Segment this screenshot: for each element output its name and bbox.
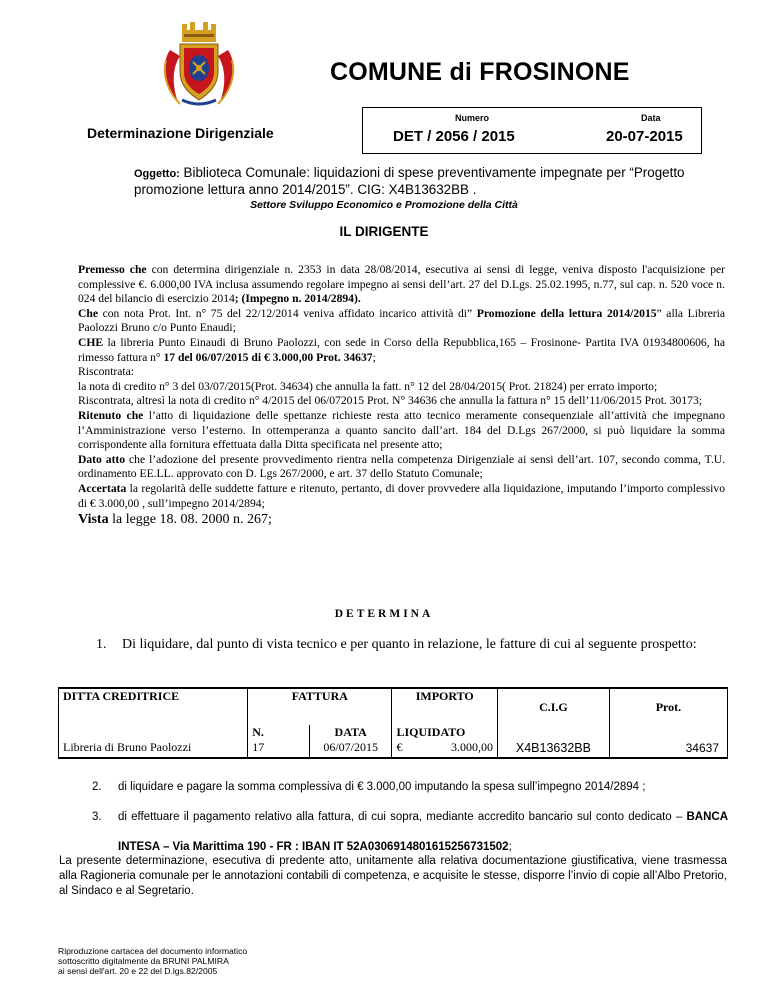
numero-label: Numero — [455, 113, 490, 123]
paragraph-text: la legge 18. 08. 2000 n. 267; — [108, 512, 272, 528]
cell-importo-value: 3.000,00 — [451, 740, 493, 754]
paragraph-text: la regolarità delle suddette fatture e ritenuto, pertanto, di dover provvedere alla liquidazione, imputando l’importo complessivo di € 3.000,00 , sull’impegno 2014/2894; — [78, 481, 725, 510]
determinazione-label: Determinazione Dirigenziale — [87, 125, 274, 141]
item-text: Di liquidare, dal punto di vista tecnico e per quanto in relazione, le fatture di cui al seguente prospetto: — [122, 637, 697, 652]
paragraph-riscontrata: Riscontrata: — [78, 365, 135, 379]
oggetto-text: Biblioteca Comunale: liquidazioni di spese preventivamente impegnate per “Progetto promozione lettura anno 2014/2015”. CIG: X4B13632BB . — [134, 165, 685, 197]
bold-lead: Accertata — [78, 481, 127, 495]
cell-importo — [392, 725, 498, 758]
paragraph-text: ” alla Libreria Paolozzi Bruno c/o Punto Enaudi; — [78, 306, 725, 335]
footer-line: sottoscritto digitalmente da BRUNI PALMIRA — [58, 956, 229, 966]
item-number: 1. — [96, 637, 107, 652]
paragraph-vista — [78, 511, 725, 528]
il-dirigente-heading: IL DIRIGENTE — [339, 224, 429, 239]
item-1 — [96, 636, 726, 653]
header-importo: IMPORTO — [392, 688, 498, 725]
bold-lead: Vista — [78, 512, 109, 528]
item-3-tail: ; — [508, 841, 512, 853]
bold-lead: Che — [78, 306, 98, 320]
comune-title: COMUNE di FROSINONE — [330, 58, 630, 86]
paragraph-text: la libreria Punto Einaudi di Bruno Paolozzi, con sede in Corso della Repubblica,165 – Frosinone- Partita IVA 01934800606, ha rimesso fattura n° — [78, 335, 725, 364]
premesse-body — [78, 263, 725, 528]
header-ditta: DITTA CREDITRICE — [59, 688, 248, 725]
paragraph-text: che l’adozione del presente provvedimento rientra nella competenza Dirigenziale ai sensi dell’art. 107, secondo comma, T.U. ordinamento EE.LL. approvato con D. Lgs 267/2000, e art. 37 dello Statuto Comunale; — [78, 452, 725, 481]
bold-lead: Dato atto — [78, 452, 126, 466]
data-label: Data — [641, 113, 661, 123]
oggetto-label: Oggetto: — [134, 168, 180, 180]
footer-line: ai sensi dell'art. 20 e 22 del D.lgs.82/2005 — [58, 966, 218, 976]
currency-symbol: € — [396, 740, 403, 754]
item-3 — [92, 802, 728, 862]
item-number: 3. — [92, 811, 102, 823]
header-n: N. — [252, 725, 264, 739]
cell-data — [309, 725, 392, 758]
header-data: DATA — [334, 725, 367, 739]
header-fattura: FATTURA — [248, 688, 392, 725]
cell-importo-row — [396, 740, 493, 755]
comune-crest-logo — [160, 20, 238, 108]
cell-prot: 34637 — [609, 725, 727, 758]
prospetto-table — [58, 687, 728, 759]
paragraph-che-libreria — [78, 336, 725, 365]
paragraph-che — [78, 307, 725, 336]
cell-cig: X4B13632BB — [498, 725, 610, 758]
numero-data-box — [362, 107, 702, 154]
paragraph-text: l’atto di liquidazione delle spettanze richieste resta atto tecnico meramente consequenziale all’attività che impegnano l’Amministrazione verso l’esterno. In ottemperanza a quanto sancito dall’art. 184 del D.Lgs 267/2000, si può liquidare la somma corrispondente alla fornitura effettuata dalla Ditta specificata nel presente atto; — [78, 408, 726, 452]
paragraph-ritenuto — [78, 409, 725, 453]
iban-text: BANCA INTESA – Via Marittima 190 - FR : IBAN IT 52A0306914801615256731502 — [118, 811, 728, 853]
item-2 — [92, 772, 728, 862]
footer-line: Riproduzione cartacea del documento informatico — [58, 946, 248, 956]
paragraph-accertata — [78, 482, 725, 511]
paragraph-text: ; — [372, 350, 376, 364]
oggetto — [134, 165, 724, 198]
header-prot: Prot. — [609, 688, 727, 725]
item-number: 2. — [92, 781, 102, 793]
bold-inline: 17 del 06/07/2015 di € 3.000,00 Prot. 34637 — [163, 350, 373, 364]
bold-tail: ; (Impegno n. 2014/2894). — [234, 292, 361, 306]
closing-paragraph: La presente determinazione, esecutiva di predente atto, unitamente alla relativa documentazione giustificativa, viene trasmessa alla Ragioneria comunale per le annotazioni contabili di competenza, e acquisite le stesse, disporre l’invio di copie all’Albo Pretorio, al Sindaco e al Segretario. — [59, 855, 727, 897]
bold-lead: Premesso che — [78, 263, 147, 276]
bold-lead: Ritenuto che — [78, 408, 144, 422]
paragraph-text: con nota Prot. Int. n° 75 del 22/12/2014 veniva affidato incarico attività di” — [97, 306, 477, 320]
header-liquidato: LIQUIDATO — [396, 725, 466, 739]
paragraph-text: con determina dirigenziale n. 2353 in data 28/08/2014, esecutiva ai sensi di legge, veniva disposto l'acquisizione per complessive €. 6.000,00 IVA inclusa assumendo regolare impegno ai sensi dell’art. 27 del D.Lgs. 25.02.1995, n.77, sul cap. n. 520 voce n. 024 del bilancio di esercizio 2014 — [78, 263, 725, 306]
settore: Settore Sviluppo Economico e Promozione della Città — [250, 199, 518, 211]
cell-n — [248, 725, 310, 758]
header-cig: C.I.G — [498, 688, 610, 725]
bold-lead: CHE — [78, 335, 104, 349]
paragraph-nota-credito-4: Riscontrata, altresì la nota di credito n° 4/2015 del 06/072015 Prot. N° 34636 che annulla la fattura n° 15 dell’11/06/2015 Prot. 30173; — [78, 394, 702, 408]
paragraph-premesso — [78, 263, 725, 307]
item-text: di liquidare e pagare la somma complessiva di € 3.000,00 imputando la spesa sull’impegno 2014/2894 ; — [118, 781, 646, 793]
item-text — [118, 802, 728, 862]
paragraph-nota-credito-3: la nota di credito n° 3 del 03/07/2015(Prot. 34634) che annulla la fatt. n° 12 del 28/04/2015( Prot. 21824) per errato importo; — [78, 379, 658, 393]
item-3-text: di effettuare il pagamento relativo alla fattura, di cui sopra, mediante accredito bancario sul conto dedicato – — [118, 811, 687, 823]
determina-heading: DETERMINA — [334, 608, 434, 620]
cell-ditta: Libreria di Bruno Paolozzi — [59, 725, 248, 758]
cell-n-value: 17 — [252, 740, 265, 754]
bold-inline: Promozione della lettura 2014/2015 — [476, 306, 657, 320]
paragraph-dato-atto — [78, 453, 725, 482]
footer-note — [58, 946, 247, 976]
data-value: 20-07-2015 — [606, 128, 683, 145]
cell-data-value: 06/07/2015 — [323, 740, 378, 754]
numero-value: DET / 2056 / 2015 — [393, 128, 515, 145]
